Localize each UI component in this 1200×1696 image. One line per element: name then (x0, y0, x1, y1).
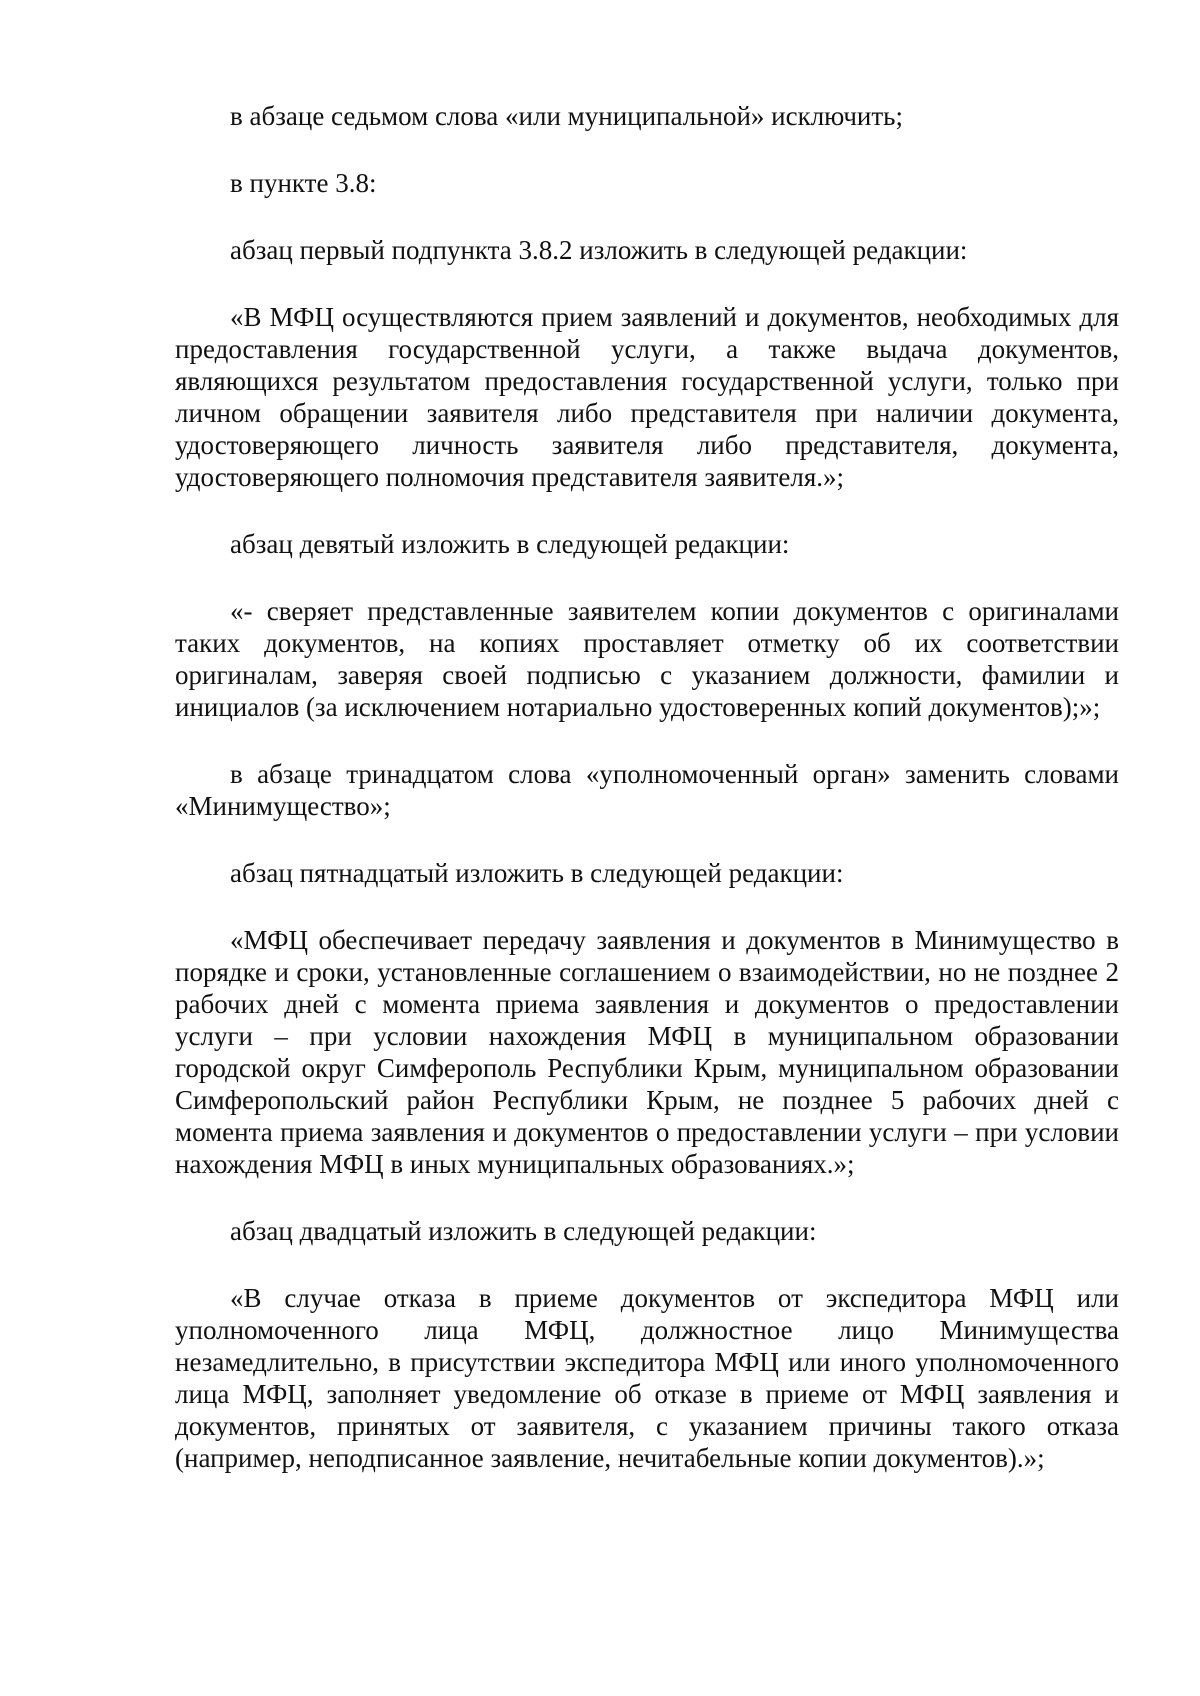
paragraph-abzac-devyatyy: абзац девятый изложить в следующей редакции: (230, 529, 790, 559)
paragraph-sveryaet-kopii: «- сверяет представленные заявителем копии документов с оригиналами таких документов, на копиях проставляет отметку об их соответствии оригиналам, заверяя своей подписью с указанием должности, фамилии и инициалов (за исключением нотариально удостоверенных копий документов);»; (175, 596, 1119, 722)
paragraph-abzac-trinadcatyy: в абзаце тринадцатом слова «уполномоченный орган» заменить словами «Минимущество»; (175, 759, 1119, 821)
paragraph-abzac-pyatnadcatyy: абзац пятнадцатый изложить в следующей редакции: (230, 858, 844, 888)
paragraph-podpunkt-3-8-2: абзац первый подпункта 3.8.2 изложить в следующей редакции: (230, 235, 968, 265)
paragraph-abzac-sedmoy: в абзаце седьмом слова «или муниципальной» исключить; (230, 101, 903, 131)
paragraph-punkt-3-8: в пункте 3.8: (230, 168, 377, 198)
paragraph-otkaz-v-prieme: «В случае отказа в приеме документов от экспедитора МФЦ или уполномоченного лица МФЦ, должностное лицо Минимущества незамедлительно, в присутствии экспедитора МФЦ или иного уполномоченного лица МФЦ, заполняет уведомление об отказе в приеме от МФЦ заявления и документов, принятых от заявителя, с указанием причины такого отказа (например, неподписанное заявление, нечитабельные копии документов).»; (175, 1283, 1119, 1473)
paragraph-abzac-dvadcatyy: абзац двадцатый изложить в следующей редакции: (230, 1216, 817, 1246)
paragraph-mfc-peredacha: «МФЦ обеспечивает передачу заявления и документов в Минимущество в порядке и сроки, установленные соглашением о взаимодействии, но не позднее 2 рабочих дней с момента приема заявления и документов о предоставлении услуги – при условии нахождения МФЦ в муниципальном образовании городской округ Симферополь Республики Крым, муниципальном образовании Симферопольский район Республики Крым, не позднее 5 рабочих дней с момента приема заявления и документов о предоставлении услуги – при условии нахождения МФЦ в иных муниципальных образованиях.»; (175, 925, 1119, 1179)
paragraph-mfc-priem: «В МФЦ осуществляются прием заявлений и документов, необходимых для предоставления государственной услуги, а также выдача документов, являющихся результатом предоставления государственной услуги, только при личном обращении заявителя либо представителя при наличии документа, удостоверяющего личность заявителя либо представителя, документа, удостоверяющего полномочия представителя заявителя.»; (175, 302, 1119, 492)
